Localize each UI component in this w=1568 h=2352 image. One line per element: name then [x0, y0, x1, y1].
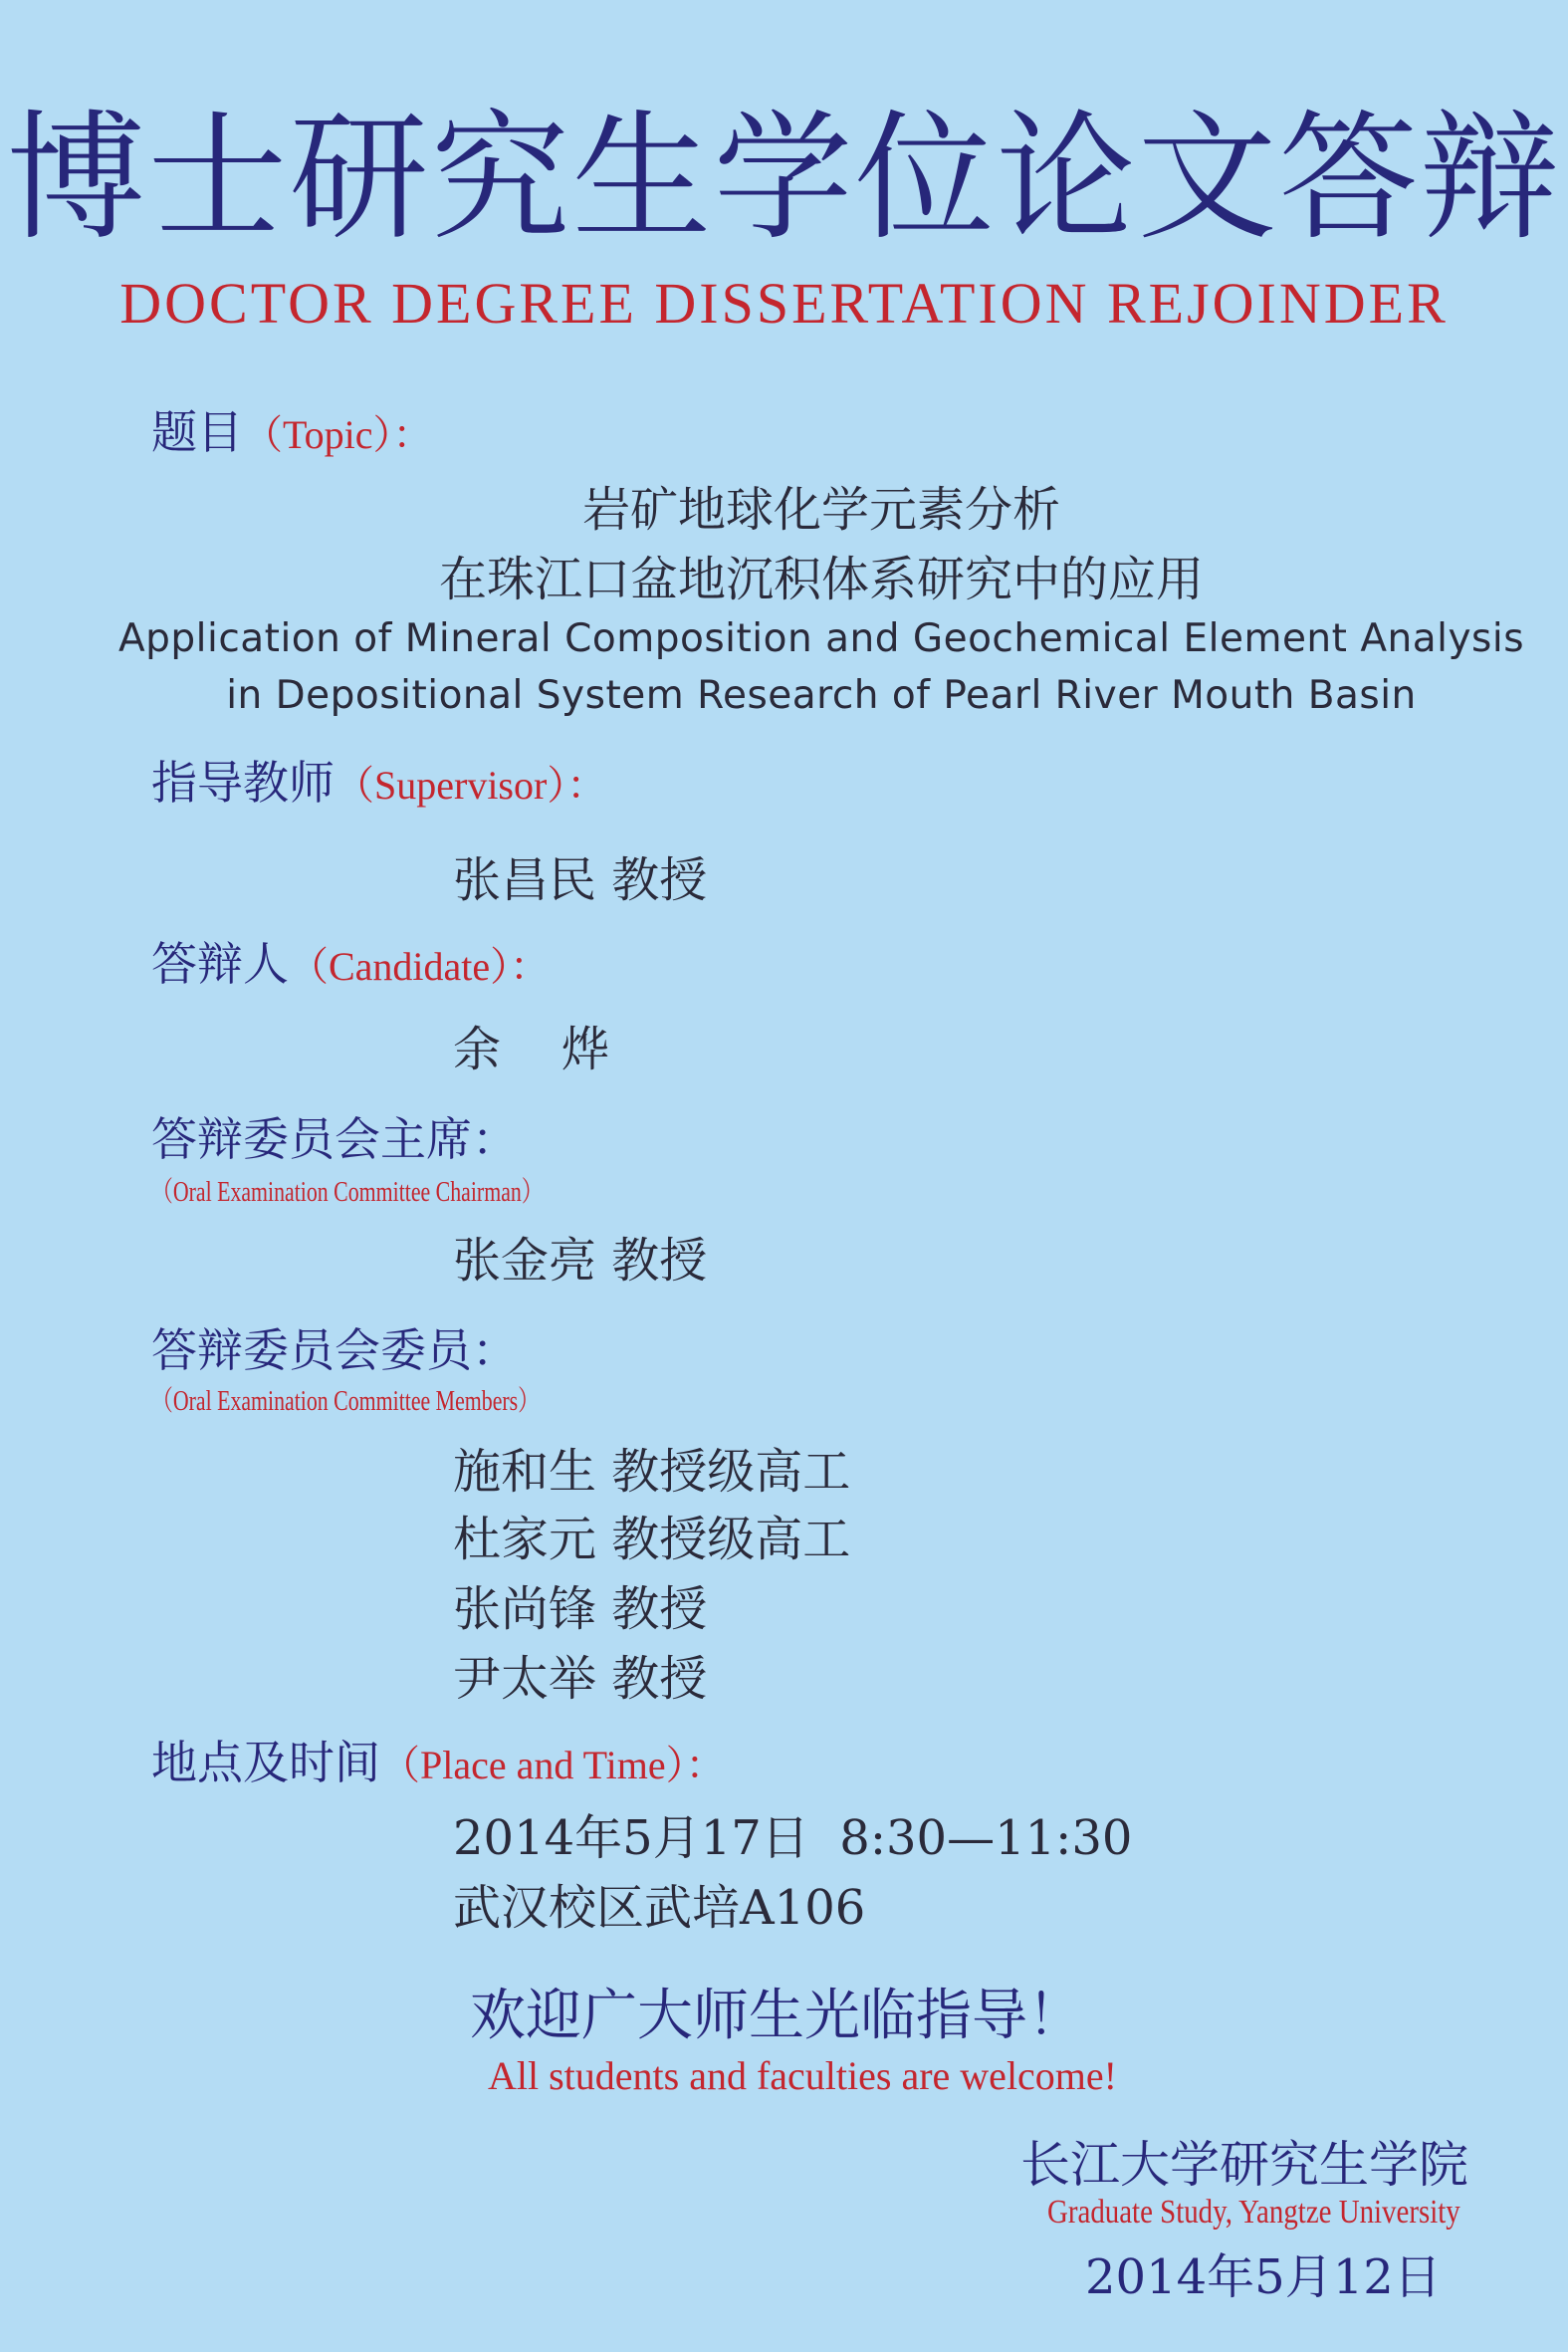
defense-time: 2014年5月17日 8:30—11:30 — [453, 1810, 1133, 1866]
topic-label-en: （Topic）： — [243, 412, 433, 457]
supervisor-name: 张昌民 教授 — [453, 852, 708, 908]
defense-place: 武汉校区武培A106 — [453, 1880, 866, 1936]
topic-label-cn: 题目 — [151, 405, 243, 459]
supervisor-label-cn: 指导教师 — [151, 756, 335, 810]
chairman-label-cn: 答辩委员会主席： — [151, 1112, 518, 1166]
topic-title-cn-line1: 岩矿地球化学元素分析 — [581, 482, 1060, 538]
place-time-label-en: （Place and Time）： — [380, 1743, 726, 1787]
welcome-en: All students and faculties are welcome! — [488, 2053, 1117, 2098]
member-name-3: 张尚锋 教授 — [453, 1581, 708, 1637]
members-label-cn: 答辩委员会委员： — [151, 1323, 518, 1377]
issue-date: 2014年5月12日 — [1085, 2249, 1442, 2305]
candidate-label — [151, 934, 550, 997]
page-title: 博士研究生学位论文答辩 — [6, 98, 1562, 260]
members-label-en: （Oral Examination Committee Members） — [151, 1386, 541, 1417]
place-time-label-cn: 地点及时间 — [151, 1736, 380, 1789]
chairman-name: 张金亮 教授 — [453, 1233, 708, 1289]
school-name-cn: 长江大学研究生学院 — [1020, 2136, 1468, 2194]
topic-title-en-line1: Application of Mineral Composition and Geochemical Element Analysis — [117, 616, 1525, 661]
chairman-label-en: （Oral Examination Committee Chairman） — [151, 1177, 544, 1208]
topic-label — [151, 402, 433, 465]
member-name-4: 尹太举 教授 — [453, 1651, 708, 1707]
welcome-cn: 欢迎广大师生光临指导！ — [470, 1984, 1083, 2048]
candidate-name: 余 烨 — [453, 1022, 610, 1077]
supervisor-label — [151, 753, 606, 816]
member-name-2: 杜家元 教授级高工 — [453, 1512, 851, 1567]
candidate-label-en: （Candidate）： — [289, 944, 551, 989]
page-subtitle: DOCTOR DEGREE DISSERTATION REJOINDER — [119, 271, 1449, 336]
place-time-label — [151, 1733, 726, 1795]
supervisor-label-en: （Supervisor）： — [335, 763, 607, 808]
member-name-1: 施和生 教授级高工 — [453, 1444, 851, 1500]
topic-title-cn-line2: 在珠江口盆地沉积体系研究中的应用 — [438, 552, 1204, 607]
school-name-en: Graduate Study, Yangtze University — [1047, 2194, 1460, 2231]
candidate-label-cn: 答辩人 — [151, 937, 289, 991]
topic-title-en-line2: in Depositional System Research of Pearl River Mouth Basin — [226, 673, 1417, 718]
